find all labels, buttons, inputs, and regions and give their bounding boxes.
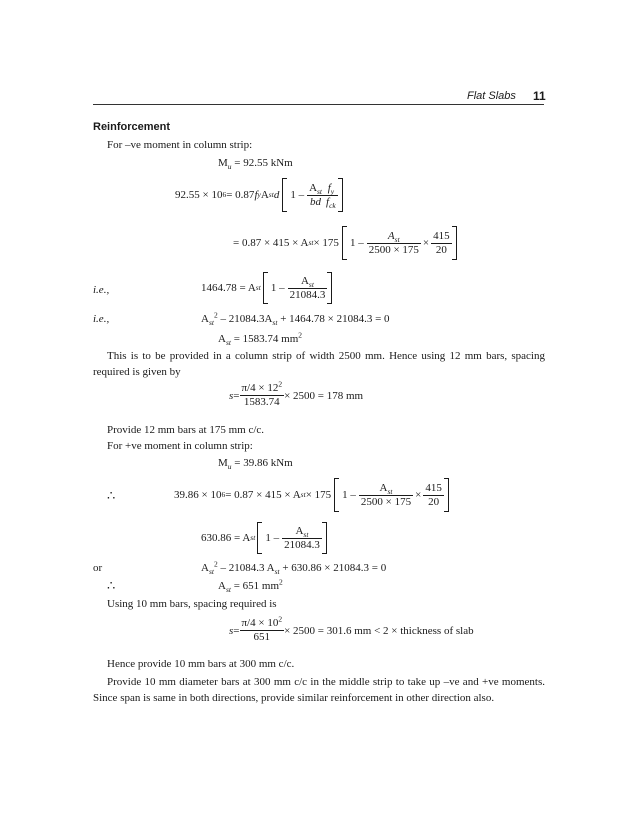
equation-substituted: = 0.87 × 415 × A st × 175 1 – $\frac{A_{st}}{2500 \times 175}$ × $\frac{415}{20}$: [233, 226, 457, 260]
mu-positive: $M_u = 39.86$ kNm: [218, 457, 293, 472]
paragraph-column-strip: This is to be provided in a column strip of width 2500 mm. Hence using 12 mm bars, spacing required is given by: [93, 350, 545, 378]
equation-moment-capacity: 92.55 × 10 6 = 0.87 f y A st d 1 – $\frac{A_{st}}{bd}$ $\frac{f_y}{f_{ck}}$: [175, 178, 343, 212]
mu-negative: $M_u = 92.55$ kNm: [218, 157, 293, 172]
equation-quadratic-2: $A_{st}^2 - 21084.3$ $A_{st} + 630.86 \times 21084.3 = 0$: [201, 559, 387, 577]
equation-quadratic-1: $A_{st}^2 - 21084.3A_{st} + 1464.78 \times 21084.3 = 0$: [201, 310, 390, 328]
running-header-title: Flat Slabs: [467, 90, 516, 102]
paragraph-middle-strip: Provide 10 mm diameter bars at 300 mm c/c in the middle strip to take up –ve and +ve moments. Since span is same in both directions, provide similar reinforcement in other direction also.: [93, 676, 545, 704]
equation-ast-result-2: $A_{st} = 651$ $mm^2$: [218, 577, 283, 595]
equation-positive-moment: 39.86 × 10 6 = 0.87 × 415 × A st × 175 1 – $\frac{A_{st}}{2500 \times 175}$ × $\frac{415}{20}$: [174, 478, 449, 512]
label-ie-2: i.e.,: [93, 313, 110, 325]
section-title: Reinforcement: [93, 121, 171, 133]
intro-positive-moment: For +ve moment in column strip:: [107, 440, 253, 452]
header-rule: [93, 104, 544, 105]
equation-spacing-10mm: s = $\frac{\pi/4 \times 10^2}{651}$ × 2500 = 301.6 mm < 2 × thickness of slab: [229, 614, 474, 643]
page-number: 11: [533, 89, 546, 103]
therefore-symbol-2: ∴: [107, 578, 116, 593]
provide-10mm: Hence provide 10 mm bars at 300 mm c/c.: [107, 658, 295, 670]
equation-spacing-12mm: s = $\frac{\pi/4 \times 12^2}{1583.74}$ × 2500 = 178 mm: [229, 379, 364, 408]
therefore-symbol-1: ∴: [107, 488, 116, 503]
label-ie-1: i.e.,: [93, 284, 110, 296]
equation-ast-result-1: $A_{st} = 1583.74$ $mm^2$: [218, 330, 303, 348]
intro-negative-moment: For –ve moment in column strip:: [107, 139, 253, 151]
equation-ast-1: 1464.78 = A st 1 – $\frac{A_{st}}{21084.3}$: [201, 272, 332, 304]
provide-12mm: Provide 12 mm bars at 175 mm c/c.: [107, 424, 265, 436]
equation-ast-2: 630.86 = A st 1 – $\frac{A_{st}}{21084.3}$: [201, 522, 327, 554]
label-or: or: [93, 562, 103, 574]
using-10mm: Using 10 mm bars, spacing required is: [107, 598, 277, 610]
